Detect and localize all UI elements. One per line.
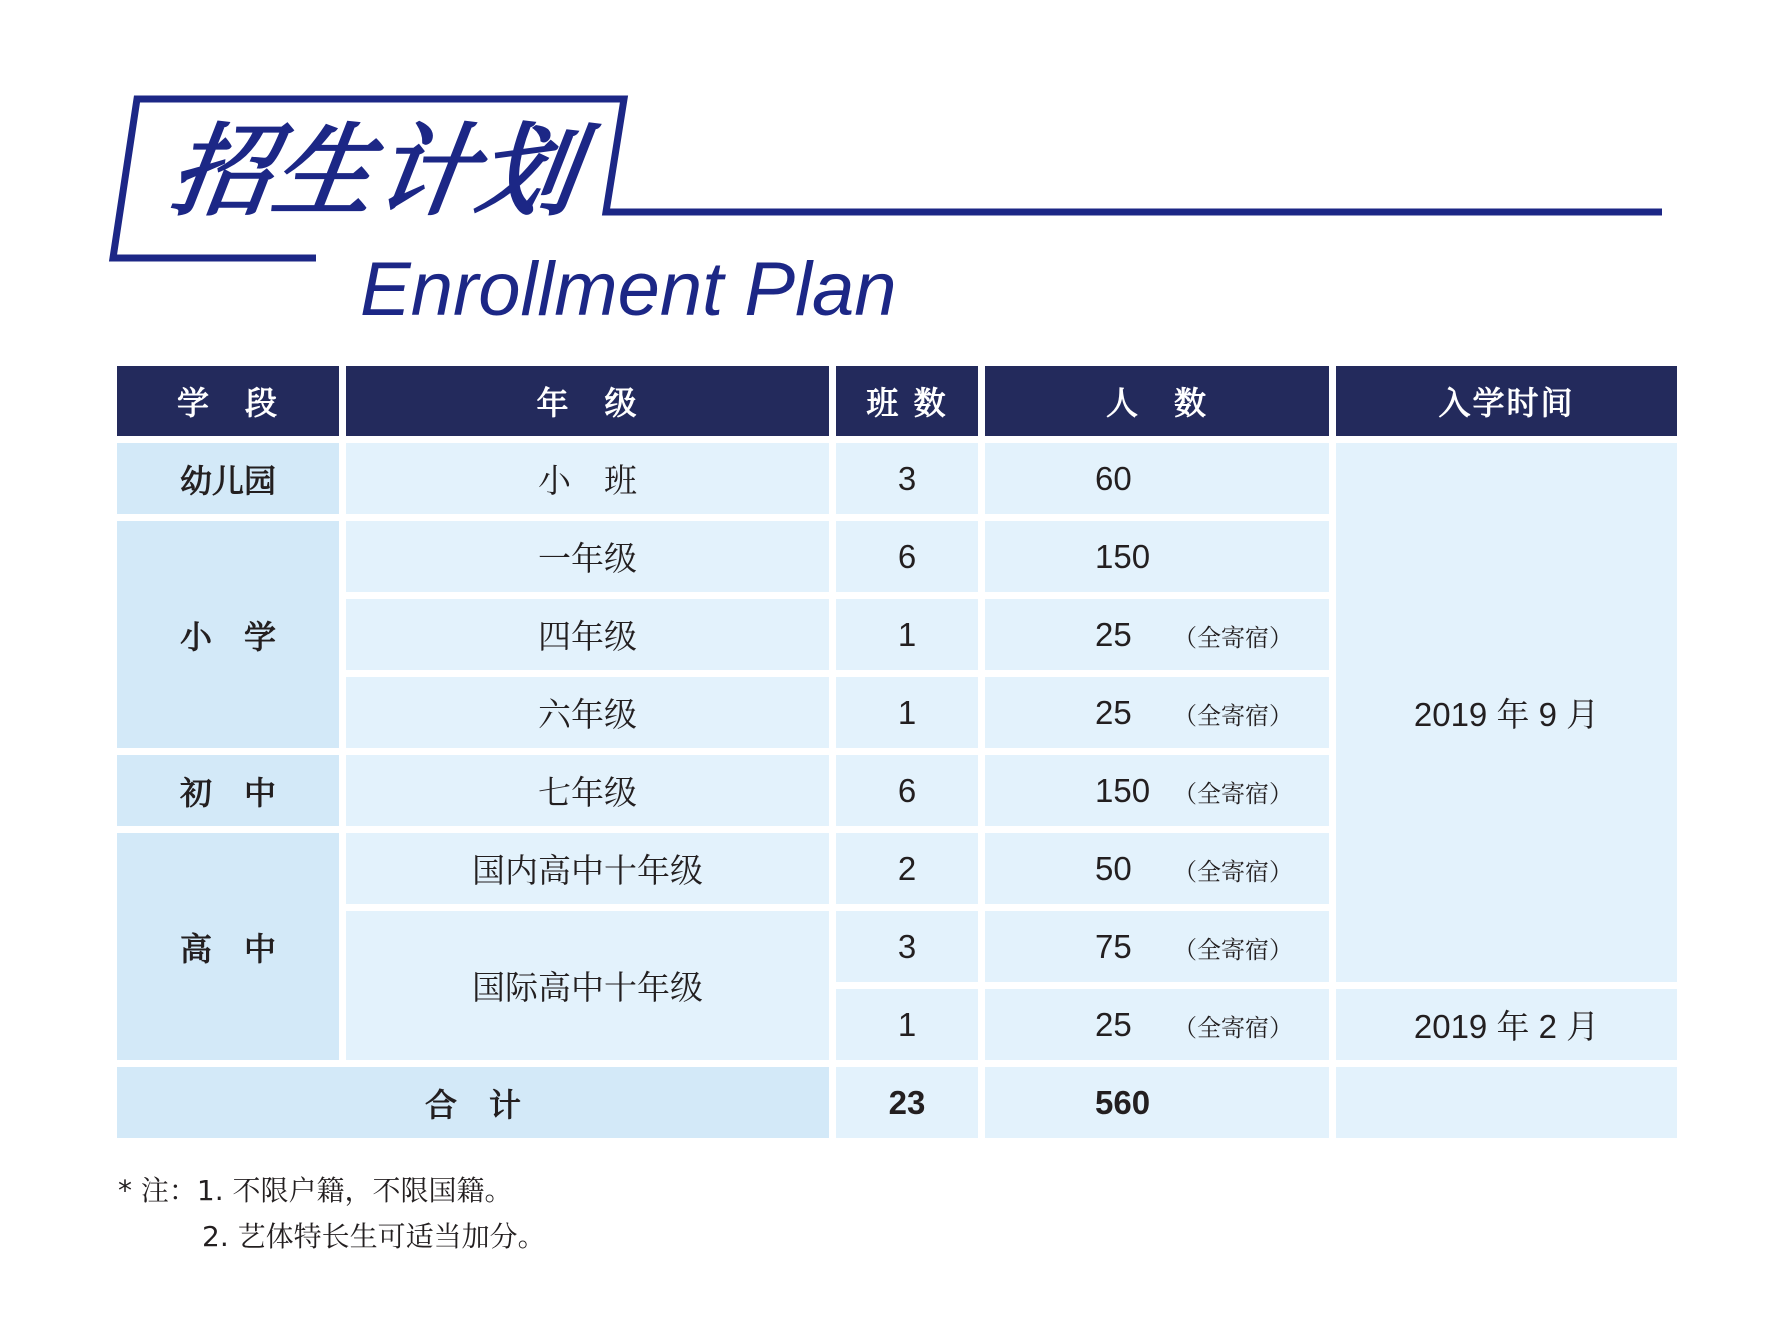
grade-cell: 国际高中十年级 <box>346 911 829 1060</box>
students-cell <box>985 911 1329 982</box>
grade-cell: 小 班 <box>346 443 829 514</box>
students-cell <box>985 677 1329 748</box>
total-students-cell <box>985 1067 1329 1138</box>
total-students: 560 <box>1095 1084 1151 1121</box>
classes-cell: 6 <box>836 755 978 826</box>
classes-cell: 3 <box>836 443 978 514</box>
stage-high: 高 中 <box>117 833 339 1060</box>
students-count: 25 <box>1095 694 1132 731</box>
grade-cell: 四年级 <box>346 599 829 670</box>
footnotes <box>118 1168 546 1260</box>
students-cell <box>985 989 1329 1060</box>
students-cell <box>985 521 1329 592</box>
table-row <box>117 443 1677 514</box>
students-count: 75 <box>1095 928 1132 965</box>
boarding-note: （全寄宿） <box>1173 1014 1293 1042</box>
grade-cell: 一年级 <box>346 521 829 592</box>
students-cell <box>985 755 1329 826</box>
total-label: 合 计 <box>117 1067 829 1138</box>
boarding-note: （全寄宿） <box>1173 624 1293 652</box>
stage-middle: 初 中 <box>117 755 339 826</box>
students-count: 150 <box>1095 538 1151 575</box>
grade-cell: 六年级 <box>346 677 829 748</box>
boarding-note: （全寄宿） <box>1173 780 1293 808</box>
students-count: 50 <box>1095 850 1132 887</box>
table-header-row <box>117 366 1677 436</box>
classes-cell: 1 <box>836 599 978 670</box>
students-cell <box>985 443 1329 514</box>
classes-cell: 1 <box>836 989 978 1060</box>
header-stage: 学 段 <box>117 366 339 436</box>
students-cell <box>985 599 1329 670</box>
page-subtitle: Enrollment Plan <box>360 247 897 332</box>
header-classes: 班 数 <box>836 366 978 436</box>
grade-cell: 七年级 <box>346 755 829 826</box>
note-line-2: 2. 艺体特长生可适当加分。 <box>202 1220 546 1253</box>
total-empty-cell <box>1336 1067 1677 1138</box>
total-row <box>117 1067 1677 1138</box>
boarding-note: （全寄宿） <box>1173 702 1293 730</box>
students-count: 25 <box>1095 616 1132 653</box>
total-classes: 23 <box>836 1067 978 1138</box>
classes-cell: 6 <box>836 521 978 592</box>
students-count: 60 <box>1095 460 1132 497</box>
enrollment-table <box>110 359 1684 1145</box>
classes-cell: 2 <box>836 833 978 904</box>
entry-date-feb: 2019 年 2 月 <box>1336 989 1677 1060</box>
classes-cell: 3 <box>836 911 978 982</box>
classes-cell: 1 <box>836 677 978 748</box>
students-count: 150 <box>1095 772 1151 809</box>
page-title: 招生计划 <box>163 113 589 230</box>
header-grade: 年 级 <box>346 366 829 436</box>
header-students: 人 数 <box>985 366 1329 436</box>
grade-cell: 国内高中十年级 <box>346 833 829 904</box>
students-cell <box>985 833 1329 904</box>
boarding-note: （全寄宿） <box>1173 858 1293 886</box>
header-entry-time: 入学时间 <box>1336 366 1677 436</box>
note-line-1: * 注：1. 不限户籍，不限国籍。 <box>118 1174 513 1207</box>
stage-kindergarten: 幼儿园 <box>117 443 339 514</box>
students-count: 25 <box>1095 1006 1132 1043</box>
entry-date-sept: 2019 年 9 月 <box>1336 443 1677 982</box>
boarding-note: （全寄宿） <box>1173 936 1293 964</box>
stage-primary: 小 学 <box>117 521 339 748</box>
